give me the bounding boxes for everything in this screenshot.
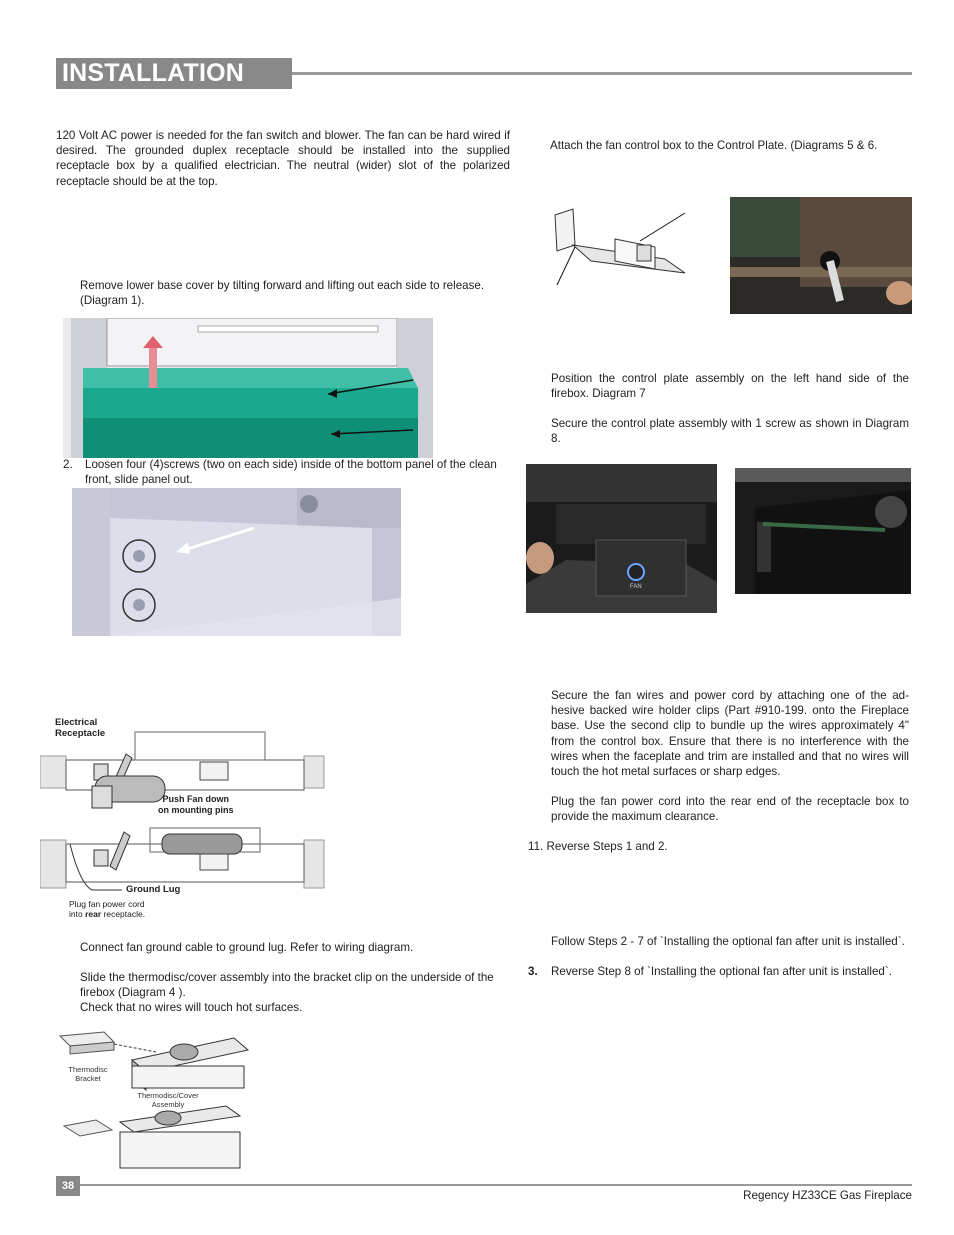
label-plug-fan-receptacle: receptacle. (101, 909, 146, 919)
label-push-fan: Push Fan down on mounting pins (158, 794, 234, 815)
diagram-4-thermodisc (56, 1030, 256, 1170)
diagram-2-illustration (72, 488, 401, 636)
diagram-1-base-cover (63, 318, 433, 458)
page-number: 38 (56, 1176, 80, 1196)
label-thermodisc-bracket: Thermodisc Bracket (68, 1065, 108, 1083)
photo-8-illustration (735, 468, 911, 594)
diagram-5-illustration (545, 205, 690, 295)
fan-switch-label: FAN (630, 584, 642, 590)
diagram-5-control-plate (545, 205, 690, 295)
step-11-reverse: 11. Reverse Steps 1 and 2. (528, 840, 668, 853)
photo-6-fan-control (730, 197, 912, 314)
label-plug-fan-rear: rear (85, 909, 102, 919)
step-3-number: 3. (528, 965, 538, 978)
diagram-3-fan-install (40, 714, 330, 924)
header-rule (292, 72, 912, 75)
step-attach-control-box: Attach the fan control box to the Control Plate. (Diagrams 5 & 6. (550, 139, 878, 152)
step-2-number: 2. (63, 458, 73, 471)
step-loosen-screws: Loosen four (4)screws (two on each side) inside of the bottom panel of the clean front, slide panel out. (85, 458, 497, 487)
photo-7-control-plate-position (526, 464, 717, 613)
step-slide-thermodisc: Slide the thermodisc/cover assembly into the bracket clip on the underside of the firebox (Diagram 4 ). (80, 971, 494, 1000)
diagram-3-illustration (40, 714, 330, 924)
step-3-reverse: Reverse Step 8 of `Installing the optional fan after unit is installed`. (551, 965, 892, 978)
step-follow: Follow Steps 2 - 7 of `Installing the optional fan after unit is installed`. (551, 935, 905, 948)
photo-6-illustration (730, 197, 912, 314)
label-plug-fan-into: into (69, 909, 86, 919)
photo-7-illustration (526, 464, 717, 613)
label-electrical-receptacle: Electrical Receptacle (55, 717, 106, 739)
step-secure-wires: Secure the fan wires and power cord by attaching one of the ad-hesive backed wire holder clips (Part #910-199. onto the Fireplace base. Use the second clip to bundle up the wires approximately 4" from the control box. Ensure that there is no interference with the wires when the faceplate and trim are installed and that no wires will touch the hot metal surfaces or sharp edges. (551, 689, 909, 779)
diagram-1-illustration (63, 318, 433, 458)
page-title: INSTALLATION (62, 59, 245, 87)
step-remove-base-cover: Remove lower base cover by tilting forward and lifting out each side to release. (Diagram 1). (80, 279, 485, 308)
photo-8-plate-screw (735, 468, 911, 594)
label-plug-fan (69, 899, 145, 919)
diagram-2-bottom-panel (72, 488, 401, 636)
label-plug-fan-line2 (69, 909, 145, 919)
step-plug-cord: Plug the fan power cord into the rear end of the receptacle box to provide the maximum clearance. (551, 795, 909, 824)
step-position-plate: Position the control plate assembly on the left hand side of the firebox. Diagram 7 (551, 372, 909, 401)
step-check-wires: Check that no wires will touch hot surfaces. (80, 1001, 303, 1014)
label-plug-fan-line1: Plug fan power cord (69, 899, 145, 909)
label-ground-lug: Ground Lug (126, 884, 181, 895)
label-thermodisc-cover: Thermodisc/Cover Assembly (137, 1091, 199, 1109)
intro-paragraph: 120 Volt AC power is needed for the fan switch and blower. The fan can be hard wired if desired. The grounded duplex receptacle should be installed into the supplied receptacle box by a qualified electrician. The neutral (wider) slot of the polarized receptacle should be at the top. (56, 129, 510, 188)
footer-rule (56, 1184, 912, 1186)
step-connect-ground: Connect fan ground cable to ground lug. Refer to wiring diagram. (80, 941, 414, 954)
step-secure-plate: Secure the control plate assembly with 1 screw as shown in Diagram 8. (551, 417, 909, 446)
footer-product-name: Regency HZ33CE Gas Fireplace (743, 1189, 912, 1202)
